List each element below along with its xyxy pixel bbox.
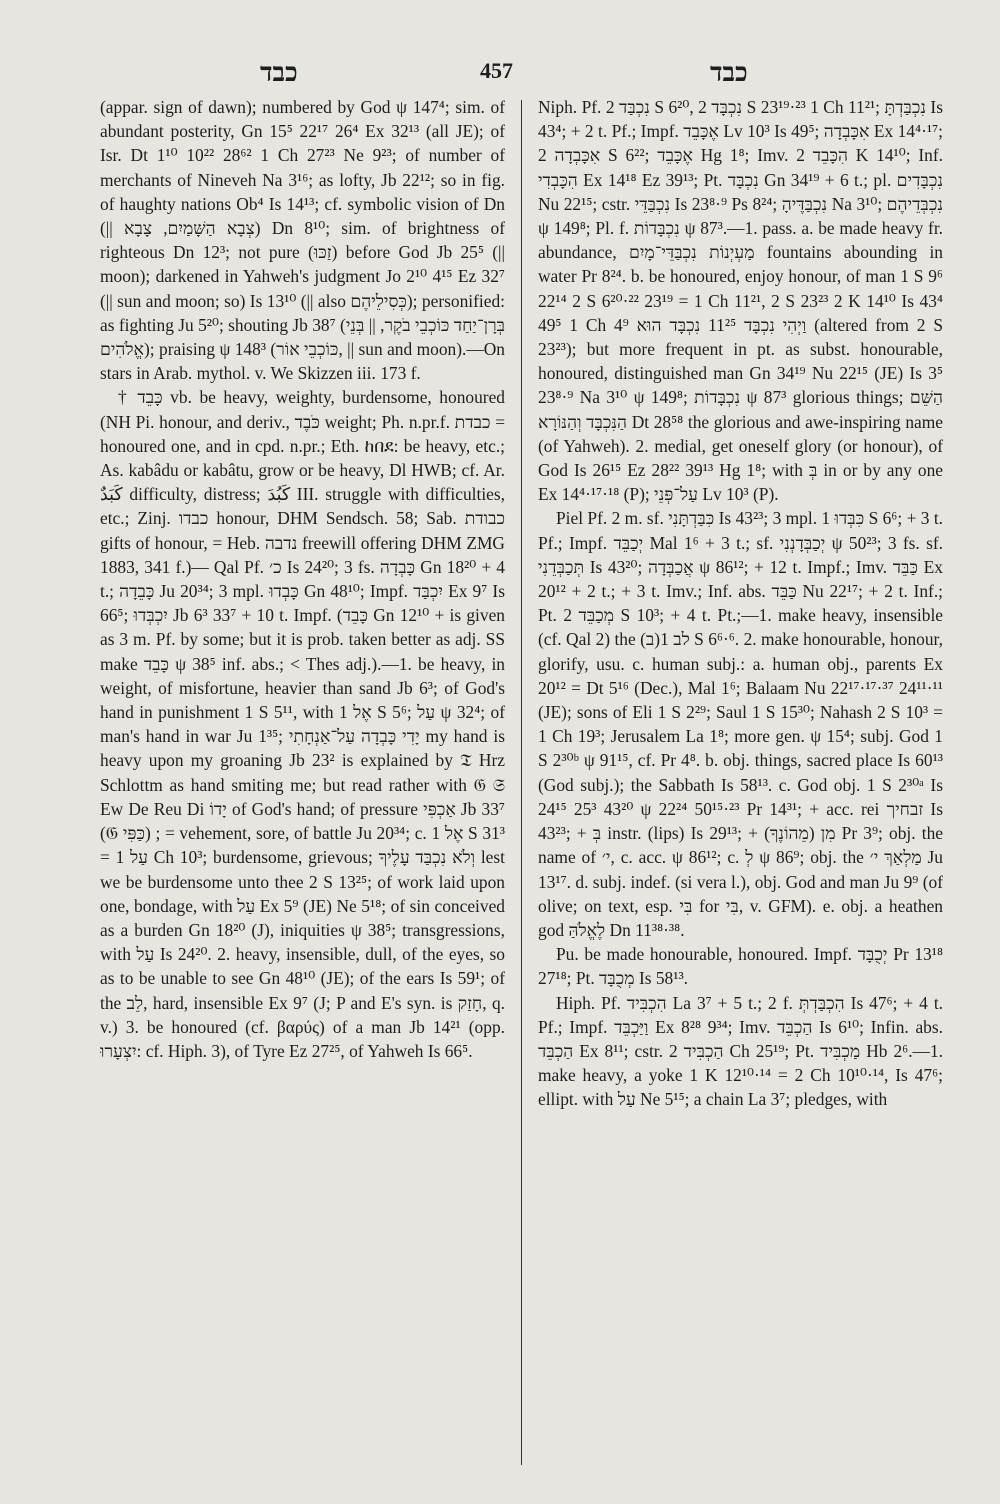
piel-section: Piel Pf. 2 m. sf. כִּבַּדְתָּנִי Is 43²³; 3 mpl. כִּבְּדוּ 1 S 6⁶; + 3 t. Pf.; Impf. יְכַבֵּד Mal 1⁶ + 3 t.; sf. יְכַבְּדָנְנִי ψ 50²³; 3 fs. sf. תְּכַבְּדֵנִי Is 43²⁰; אֲכַבְּדָה ψ 86¹²; + 12 t. Impf.; Imv. כַּבֵּד Ex 20¹² + 2 t.; + 3 t. Imv.; Inf. abs. כַּבֵּד Nu 22¹⁷; + 2 t. Inf.; Pt. מְכַבֵּד 2 S 10³; + 4 t. Pt.;—1. make heavy, insensible (cf. Qal 2) the (ב)לב 1 S 6⁶·⁶. 2. make honourable, honour, glorify, usu. c. human subj.: a. human obj., parents Ex 20¹² = Dt 5¹⁶ (Dec.), Mal 1⁶; Balaam Nu 22¹⁷·¹⁷·³⁷ 24¹¹·¹¹ (JE); sons of Eli 1 S 2²⁹; Saul 1 S 15³⁰; Nahash 2 S 10³ = 1 Ch 19³; Jerusalem La 1⁸; more gen. ψ 15⁴; subj. God 1 S 2³⁰ᵇ ψ 91¹⁵, cf. Pr 4⁸. b. obj. things, sacred place Is 60¹³ (God subj.); the Sabbath Is 58¹³. c. God obj. 1 S 2³⁰ᵃ Is 24¹⁵ 25³ 43²⁰ ψ 22²⁴ 50¹⁵·²³ Pr 14³¹; + acc. rei זבחיך Is 43²³; + בְּ instr. (lips) Is 29¹³; + מִן (מֵהוֹנֶךָ) Pr 3⁹; obj. the name of י׳, c. acc. ψ 86¹²; c. לְ ψ 86⁹; obj. the מַלְאַךְ י׳ Ju 13¹⁷. d. subj. indef. (si vera l.), obj. God and man Ju 9⁹ (of olive; on text, esp. בִּי for בִּי, v. GFM). e. obj. a heathen god לֶאֱלֹהַּ Dn 11³⁸·³⁸. [538,508,943,940]
pual-section: Pu. be made honourable, honoured. Impf. יְכֻבָּד Pr 13¹⁸ 27¹⁸; Pt. מְכֻבָּד Is 58¹³. [538,944,943,989]
entry-continuation-stars: (appar. sign of dawn); numbered by God ψ 147⁴; sim. of abundant posterity, Gn 15⁵ 22¹⁷ 26⁴ Ex 32¹³ (all JE); of Isr. Dt 1¹⁰ 10²² 28⁶² 1 Ch 27²³ Ne 9²³; of number of merchants of Nineveh Na 3¹⁶; as lofty, Jb 22¹²; so in fig. of haughty nations Ob⁴ Is 14¹³; cf. symbolic vision of Dn (|| צְבָא הַשָּׁמַיִם, צָבָא) Dn 8¹⁰; sim. of brightness of righteous Dn 12³; not pure (זַכּוּ) before God Jb 25⁵ (|| moon); darkened in Yahweh's judgment Jo 2¹⁰ 4¹⁵ Ez 32⁷ (|| sun and moon; so) Is 13¹⁰ (|| also כְּסִילֵיהֶם); personified: as fighting Ju 5²⁰; shouting Jb 38⁷ (בְּרָן־יַחַד כּוֹכְבֵי בֹקֶר, || בְּנֵי אֱלֹהִים); praising ψ 148³ (כּוֹכְבֵי אוֹר, || sun and moon).—On stars in Arab. mythol. v. We Skizzen iii. 173 f. [100,97,505,384]
running-headword-left: כבד [260,58,298,87]
page-number: 457 [480,58,513,83]
left-column [100,95,505,1465]
running-headword-right: כבד [710,58,748,87]
hiphil-section: Hiph. Pf. הִכְבִּיד La 3⁷ + 5 t.; 2 f. הִכְבַּדְתְּ Is 47⁶; + 4 t. Pf.; Impf. וַיַּכְבֵּד Ex 8²⁸ 9³⁴; Imv. הַכְבֵּד Is 6¹⁰; Infin. abs. הַכְבֵּד Ex 8¹¹; cstr. הַכְבִּיד 2 Ch 25¹⁹; Pt. מַכְבִּיד Hb 2⁶.—1. make heavy, a yoke 1 K 12¹⁰·¹⁴ = 2 Ch 10¹⁰·¹⁴, Is 47⁶; ellipt. with עַל Ne 5¹⁵; a chain La 3⁷; pledges, with [538,992,943,1110]
column-divider [521,100,522,1465]
niphal-section: Niph. Pf. נִכְבַּד 2 S 6²⁰, נִכְבָּד 2 S 23¹⁹·²³ 1 Ch 11²¹; נִכְבַּדְתָּ Is 43⁴; + 2 t. Pf.; Impf. אֶכָּבֵד Lv 10³ Is 49⁵; אִכָּבְדָה Ex 14⁴·¹⁷; אִכָּבְדָה 2 S 6²²; אֶכָּבֵד Hg 1⁸; Imv. הִכָּבֵד 2 K 14¹⁰; Inf. הִכָּבְדִי Ex 14¹⁸ Ez 39¹³; Pt. נִכְבָּד Gn 34¹⁹ + 6 t.; pl. נִכְבָּדִים Nu 22¹⁵; cstr. נִכְבַּדֵּי Is 23⁸·⁹ Ps 8²⁴; נִכְבַּדֶּיהָ Na 3¹⁰; נִכְבְּדֵיהֶם ψ 149⁸; Pl. f. נִכְבָּדוֹת ψ 87³.—1. pass. a. be made heavy fr. abundance, מַעְיְנוֹת נִכְבַּדֵּי־מָיִם fountains abounding in water Pr 8²⁴. b. be honoured, enjoy honour, of man 1 S 9⁶ 22¹⁴ 2 S 6²⁰·²² 23¹⁹ = 1 Ch 11²¹, 2 S 23²³ 2 K 14¹⁰ Is 43⁴ 49⁵ 1 Ch 4⁹ וַיְהִי נִכְבָּד 11²⁵ נִכְבָּד הוּא (altered from 2 S 23²³); but more frequent in pt. as subst. honourable, honoured, distinguished man Gn 34¹⁹ Nu 22¹⁵ (JE) Is 3⁵ 23⁸·⁹ Na 3¹⁰ ψ 149⁸; נִכְבָּדוֹת ψ 87³ glorious things; הַשֵּׁם הַנִּכְבָּד וְהַנּוֹרָא Dt 28⁵⁸ the glorious and awe-inspiring name (of Yahweh). 2. medial, get oneself glory (or honour), of God Is 26¹⁵ Ez 28²² 39¹³ Hg 1⁸; with בְּ in or by any one Ex 14⁴·¹⁷·¹⁸ (P); עַל־פְּנֵי Lv 10³ (P). [538,97,943,505]
running-header [100,58,900,94]
right-column [538,95,943,1465]
entry-kabed-verb: † כָּבֵד vb. be heavy, weighty, burdensome, honoured (NH Pi. honour, and deriv., כֹּבֶד weight; Ph. n.pr.f. כבדת = honoured one, and in cpd. n.pr.; Eth. ከበደ: be heavy, etc.; As. kabâdu or kabâtu, grow or be heavy, Dl HWB; cf. Ar. كَبَدٌ difficulty, distress; كَبُدَ III. struggle with difficulties, etc.; Zinj. כבדו honour, DHM Sendsch. 58; Sab. כבודת gifts of honour, = Heb. נדבה freewill offering DHM ZMG 1883, 341 f.)— Qal Pf. כ׳ Is 24²⁰; 3 fs. כָּבְדָה Gn 18²⁰ + 4 t.; כָּבֵדָה Ju 20³⁴; 3 mpl. כָּבְדוּ Gn 48¹⁰; Impf. יִכְבַּד Ex 9⁷ Is 66⁵; יִכְבְּדוּ Jb 6³ 33⁷ + 10 t. Impf. (כָּבֵד Gn 12¹⁰ + is given as 3 m. Pf. by some; but it is prob. taken better as adj. SS make כָּבֵד ψ 38⁵ inf. abs.; < Thes adj.).—1. be heavy, in weight, of misfortune, heavier than sand Jb 6³; of God's hand in punishment 1 S 5¹¹, with אֶל 1 S 5⁶; עַל ψ 32⁴; of man's hand in war Ju 1³⁵; יָדִי כָּבְדָה עַל־אַנְחָתִי my hand is heavy upon my groaning Jb 23² is explained by 𝔗 Hrz Schlottm as hand smiting me; but read rather with 𝔊 𝔖 Ew De Reu Di יָדוֹ of God's hand; of pressure אַכְפִּי Jb 33⁷ (𝔊 כַּפִּי) ; = vehement, sore, of battle Ju 20³⁴; c. אֶל 1 S 31³ = עַל 1 Ch 10³; burdensome, grievous; וְלֹא נִכְבַּד עָלֶיךָ lest we be burdensome unto thee 2 S 13²⁵; of work laid upon one, bondage, with עַל Ex 5⁹ (JE) Ne 5¹⁸; of sin conceived as a burden Gn 18²⁰ (J), iniquities ψ 38⁵; transgressions, with עַל Is 24²⁰. 2. heavy, insensible, dull, of the eyes, so as to be unable to see Gn 48¹⁰ (JE); of the ears Is 59¹; of the לֵב, hard, insensible Ex 9⁷ (J; P and E's syn. is חָזַק, q. v.) 3. be honoured (cf. βαρύς) of a man Jb 14²¹ (opp. יִצְעָרוּ: cf. Hiph. 3), of Tyre Ez 27²⁵, of Yahweh Is 66⁵. [100,387,505,1061]
